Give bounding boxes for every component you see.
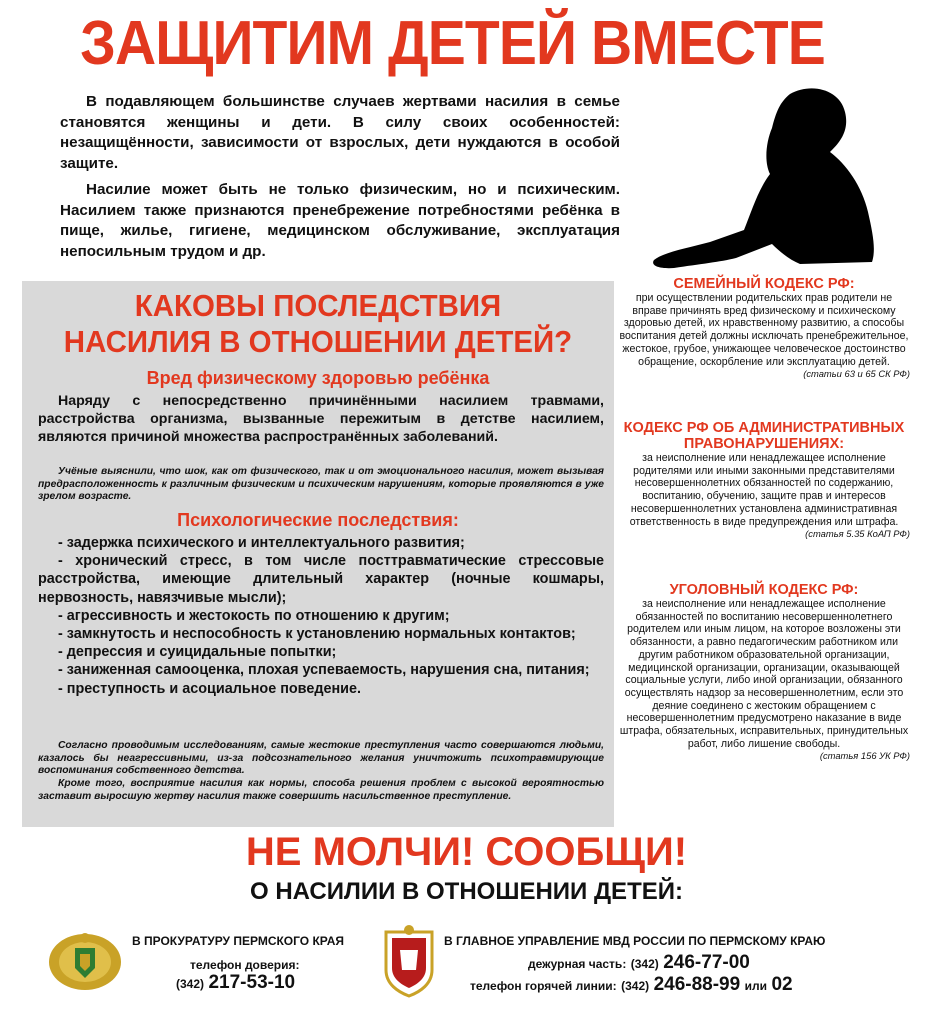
law-criminal-code [618,582,910,761]
intro-text [60,92,620,268]
law-text: за неисполнение или ненадлежащее исполнение обязанностей по воспитанию несовершеннолетнего родителем или иным лицом, на которое возложены эти обязанности, а равно педагогическим работником или другим работником образовательной организации, медицинской организации, организации, оказывающей социальные услуги, либо иной организации, обязанного осуществлять надзор за несовершеннолетним, если это деяние соединено с жестоким обращением с несовершеннолетним предусмотрено наказание в виде штрафа, обязательных, исправительных, принудительных работ, либо лишение свободы. [619,598,909,750]
consequences-title-line-1: КАКОВЫ ПОСЛЕДСТВИЯ [134,288,502,323]
prosecutor-emblem-icon [42,926,128,996]
list-item: - агрессивность и жестокость по отношению к другим; [58,607,450,624]
list-item: - хронический стресс, в том числе посттравматические стрессовые расстройства, имеющие длительный характер (ночные кошмары, нервозность, навязчивые мысли); [38,553,604,606]
police-duty-phone[interactable]: 246-77-00 [663,952,750,973]
physical-harm-heading: Вред физическому здоровью ребёнка [146,368,490,388]
police-duty-label: дежурная часть: [528,957,627,971]
prosecutor-line-label: телефон доверия: [190,958,300,972]
law-text: за неисполнение или ненадлежащее исполнение родителями или иными законными представителями несовершеннолетних обязанностей по содержанию, воспитанию, обучению, защите прав и интересов несовершеннолетних установлена административная ответственность в виде предупреждения или штрафа. [629,452,899,528]
law-citation: (статьи 63 и 65 СК РФ) [803,368,910,380]
police-name: В ГЛАВНОЕ УПРАВЛЕНИЕ МВД РОССИИ ПО ПЕРМСКОМУ КРАЮ [444,934,826,948]
physical-harm-note: Учёные выяснили, что шок, как от физического, так и от эмоционального насилия, может вызывая предрасположенность к различным физическим и психическим нарушениям, которые проявляются в уже зрелом возрасте. [38,466,604,502]
call-title: НЕ МОЛЧИ! СООБЩИ! [245,830,688,874]
police-hotline-alt[interactable]: 02 [771,974,793,995]
police-hotline-or: или [744,979,768,993]
sad-child-silhouette [640,82,910,272]
police-hotline-phone[interactable]: 246-88-99 [653,974,741,995]
law-citation: (статья 5.35 КоАП РФ) [805,528,910,540]
police-hotline-row [470,974,793,996]
list-item: - задержка психического и интеллектуального развития; [58,535,465,551]
list-item: - преступность и асоциальное поведение. [58,680,362,697]
call-subtitle: О НАСИЛИИ В ОТНОШЕНИИ ДЕТЕЙ: [250,878,683,905]
law-family-code [618,276,910,379]
list-item: - замкнутость и неспособность к установлению нормальных контактов; [58,626,576,643]
law-heading: КОДЕКС РФ ОБ АДМИНИСТРАТИВНЫХ ПРАВОНАРУШЕНИЯХ: [623,420,905,452]
consequences-title [37,288,599,360]
prosecutor-phone-row [176,972,295,994]
police-emblem-icon [380,924,438,998]
police-duty-code: (342) [630,957,659,971]
page-title: ЗАЩИТИМ ДЕТЕЙ ВМЕСТЕ [80,9,825,78]
list-item: - депрессия и суицидальные попытки; [58,644,337,661]
intro-paragraph-1: В подавляющем большинстве случаев жертвами насилия в семье становятся женщины и дети. В силу своих особенностей: незащищённости, зависимости от взрослых, дети нуждаются в особой защите. [60,93,620,172]
intro-paragraph-2: Насилие может быть не только физическим, но и психическим. Насилием также признаются пренебрежение потребностями ребёнка в пище, жилье, гигиене, медицинском обслуживание, эксплуатация непосильным трудом и др. [60,181,620,260]
prosecutor-phone[interactable]: 217-53-10 [208,972,296,993]
prosecutor-phone-code: (342) [176,977,205,991]
law-heading: СЕМЕЙНЫЙ КОДЕКС РФ: [673,276,855,292]
consequences-title-line-2: НАСИЛИЯ В ОТНОШЕНИИ ДЕТЕЙ? [63,324,573,359]
law-administrative-code [618,420,910,539]
psychological-list [38,534,604,698]
psychological-heading: Психологические последствия: [177,510,459,530]
law-heading: УГОЛОВНЫЙ КОДЕКС РФ: [669,582,859,598]
police-hotline-code: (342) [621,979,650,993]
prosecutor-name: В ПРОКУРАТУРУ ПЕРМСКОГО КРАЯ [132,934,345,948]
law-citation: (статья 156 УК РФ) [819,750,910,762]
law-text: при осуществлении родительских прав родители не вправе причинять вред физическому и психическому здоровью детей, их нравственному развитию, а способы воспитания детей должны исключать пренебрежительное, жестокое, грубое, унижающее человеческое достоинство обращение, оскорбление или эксплуатацию детей. [619,292,909,368]
research-note-1: Согласно проводимым исследованиям, самые жестокие преступления часто совершаются людьми, казалось бы неагрессивными, из-за подсознательного желания уничтожить психотравмирующие воспоминания собственного детства. [38,740,604,776]
research-note-2: Кроме того, восприятие насилия как нормы, способа решения проблем с высокой вероятностью заставит выросшую жертву насилия также совершить насильственное преступление. [38,778,604,802]
police-duty-row [528,952,750,974]
list-item: - заниженная самооценка, плохая успеваемость, нарушения сна, питания; [58,662,590,679]
physical-harm-text: Наряду с непосредственно причинёнными насилием травмами, расстройства организма, вызванные пережитым в детстве насилием, являются причиной множества распространённых заболеваний. [38,393,604,445]
police-hotline-label: телефон горячей линии: [470,979,617,993]
